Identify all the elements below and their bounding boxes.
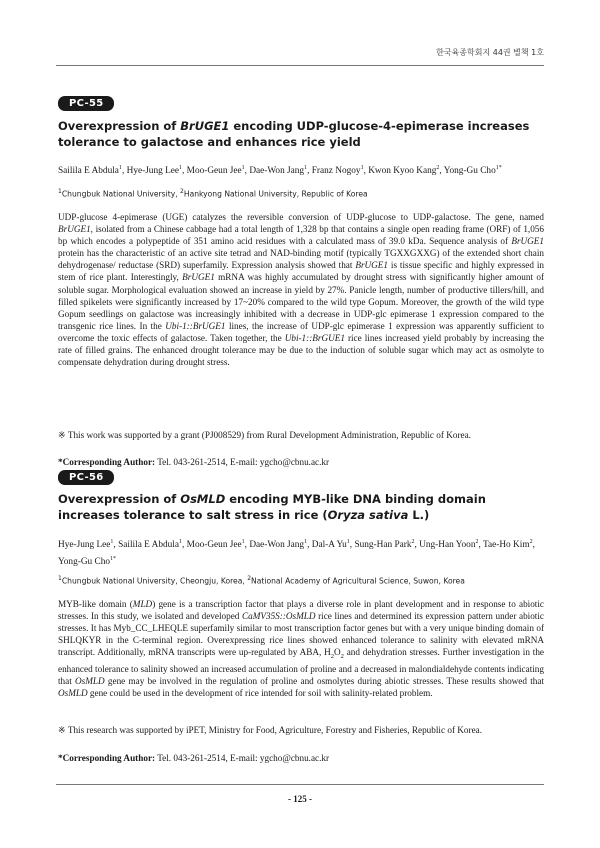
abstract-tag: PC-56 (58, 470, 114, 485)
abstract-tag: PC-55 (58, 96, 114, 111)
author-name: Dae-Won Jang (249, 166, 305, 177)
author-name: Yong-Gu Cho (58, 557, 111, 568)
author-affiliation-mark: 1 (346, 539, 350, 545)
author-name: Franz Nogoy (311, 166, 361, 177)
journal-header: 한국육종학회지 44권 별책 1호 (436, 48, 544, 57)
author-name: Sailila E Abdula (118, 540, 180, 551)
author-name: Hye-Jung Lee (126, 166, 180, 177)
title-species: Oryza sativa (327, 508, 409, 522)
author-list: Hye-Jung Lee$^1$, Sailila E Abdula$^1$, Moo-Geun Jee$^1$, Dae-Won Jang$^1$, Dal-A Yu$^1$, Sung-Han Park$^2$, Ung-Han Yoon$^2$, Tae-Ho Kim$^2$, Yong-Gu Cho$^{1*}$ (58, 539, 535, 568)
title-gene: OsMLD (180, 492, 226, 506)
affiliation-2: National Academy of Agricultural Science, Suwon, Korea (251, 576, 465, 586)
author-name: Ung-Han Yoon (419, 540, 476, 551)
author-name: Sung-Han Park (354, 540, 412, 551)
author-affiliation-mark: 1 (360, 165, 364, 171)
author-affiliation-mark: 1 (118, 165, 122, 171)
author-name: Hye-Jung Lee (58, 540, 111, 551)
corresponding-label: *Corresponding Author: (58, 457, 156, 467)
body-text: gene could be used in the development of rice intended for soil with salinity-related problem. (87, 688, 433, 699)
author-affiliation-mark: 2 (411, 539, 415, 545)
corresponding-label: *Corresponding Author: (58, 753, 156, 763)
author-name: Moo-Geun Jee (186, 540, 242, 551)
author-name: Moo-Geun Jee (186, 166, 242, 177)
body-text: gene may be involved in the regulation of proline and osmolytes during abiotic stresses. These results showed that (104, 676, 545, 687)
corresponding-contact: Tel. 043-261-2514, E-mail: ygcho@cbnu.ac.kr (155, 753, 330, 763)
author-list: Sailila E Abdula$^1$, Hye-Jung Lee$^1$, Moo-Geun Jee$^1$, Dae-Won Jang$^1$, Franz Nogoy$^1$, Kwon Kyoo Kang$^2$, Yong-Gu Cho$^{1*}$ (58, 165, 502, 177)
author-name: Yong-Gu Cho (443, 166, 496, 177)
abstract-title (58, 491, 544, 523)
author-affiliation-mark: 2 (436, 165, 440, 171)
gene-name: OsMLD (58, 688, 88, 699)
gene-name: BrUGE1 (58, 224, 91, 235)
gene-name: BrUGE1 (355, 260, 388, 271)
gene-name: MLD (132, 599, 153, 609)
gene-name: Ubi-1::BrUGE1 (165, 320, 226, 331)
affiliation-1: Chungbuk National University, Cheongju, Korea, (61, 576, 248, 586)
author-name: Tae-Ho Kim (482, 540, 530, 551)
author-affiliation-mark: 1 (241, 165, 245, 171)
body-text: O (334, 647, 341, 658)
title-text: encoding MYB-like DNA binding domain increases tolerance to salt stress in rice ( (58, 492, 486, 522)
body-text: and dehydration stresses. Further investigation in the enhanced tolerance to salinity showed an increased accumulation of proline and a decreased in malondialdehyde contents indicating that (58, 647, 544, 687)
author-affiliation-mark: 1 (241, 539, 245, 545)
page-number: - 125 - (288, 794, 312, 804)
body-text: UDP-glucose 4-epimerase (UGE) catalyzes the reversible conversion of UDP-glucose to UDP-galactose. The gene, named (58, 212, 544, 222)
title-text: L.) (408, 508, 430, 522)
author-affiliation-mark: 1* (495, 165, 502, 171)
funding-note: ※ This research was supported by iPET, Ministry for Food, Agriculture, Forestry and Fisheries, Republic of Korea. (58, 725, 483, 735)
body-text: MYB-like domain ( (58, 599, 133, 609)
gene-name: Ubi-1::BrGUE1 (284, 332, 345, 343)
body-text: lines, the increase of UDP-glc epimerase 1 expression was apparently sufficient to overcome the toxic effects of galactose. Taken together, the (58, 320, 544, 343)
author-affiliation-mark: 1 (304, 539, 308, 545)
gene-name: BrUGE1 (511, 236, 544, 247)
body-text: ) gene is a transcription factor that plays a diverse role in plant development and in response to abiotic stresses. In this study, we isolated and developed (58, 599, 544, 622)
abstract-body (58, 211, 544, 368)
author-affiliation-mark: 1 (179, 539, 183, 545)
abstract-body (58, 598, 544, 700)
affiliation: $^1$Chungbuk National University, $^2$Hankyong National University, Republic of Korea (58, 188, 368, 199)
title-text: Overexpression of (58, 119, 181, 133)
author-affiliation-mark: 2 (529, 539, 533, 545)
abstract-pc-55 (58, 93, 544, 111)
corresponding-author (58, 752, 544, 764)
body-text: rice lines increased yield probably by increasing the rate of filled grains. The enhanced drought tolerance may be due to the induction of soluble sugar which may act as osmolyte to compensate dehydration during drought stress. (58, 332, 544, 368)
body-text: mRNA was highly accumulated by drought stress with significantly higher amount of soluble sugar. Morphological evaluation showed an increase in yield by 27%. Panicle length, number of productive tillers/hill, and filled spikelets were significantly increased by 17~20% compared to the wild type Gopum. Moreover, the growth of the wild type Gopum seedlings on galactose was increasingly inhibited with a decrease in UDP-glc epimerase 1 expression compared to the transgenic rice lines. In the (58, 272, 545, 331)
body-text: rice lines and determined its expression pattern under abiotic stresses. It has Myb_CC_LHEQLE superfamily similar to most transcription factor genes but with a very unique binding domain of SHLQKYR in the C-terminal region. Overexpressing rice lines showed enhanced tolerance to salinity with elevated mRNA transcript. Additionally, mRNA transcripts were up-regulated by ABA, H (58, 611, 544, 658)
author-affiliation-mark: 1* (110, 556, 117, 563)
affiliation-1: Chungbuk National University, (61, 189, 181, 199)
author-name: Sailila E Abdula (58, 166, 119, 177)
gene-name: BrUGE1 (182, 272, 215, 283)
title-gene: BrUGE1 (180, 119, 230, 133)
footer-rule (56, 784, 544, 785)
header-rule (56, 65, 544, 66)
author-affiliation-mark: 2 (475, 539, 479, 545)
title-text: encoding UDP-glucose-4-epimerase increases tolerance to galactose and enhances rice yield (58, 119, 530, 149)
author-name: Kwon Kyoo Kang (368, 166, 437, 177)
affiliation-2: Hankyong National University, Republic of Korea (183, 189, 368, 199)
author-affiliation-mark: 1 (179, 165, 183, 171)
body-text: , isolated from a Chinese cabbage had a total length of 1,328 bp that contains a single open reading frame (ORF) of 1,056 bp which encodes a polypeptide of 351 amino acid residues with a calculated mass of 39.0 kDa. Sequence analysis of (58, 224, 544, 247)
body-text: is tissue specific and highly expressed in stem of rice plant. Interestingly, (58, 260, 544, 283)
affiliation: $^1$Chungbuk National University, Cheongju, Korea, $^2$National Academy of Agricultural Science, Suwon, Korea (58, 575, 465, 586)
funding-note: ※ This work was supported by a grant (PJ008529) from Rural Development Administration, Republic of Korea. (58, 430, 471, 440)
body-text: 2 (340, 653, 344, 661)
gene-name: OsMLD (75, 676, 105, 687)
title-text: Overexpression of (58, 492, 181, 506)
author-affiliation-mark: 1 (110, 539, 114, 545)
author-affiliation-mark: 1 (304, 165, 308, 171)
body-text: protein has the characteristic of an active site tetrad and NAD-binding motif (typically TGXXGXXG) of the extended short chain dehydrogenase/ reductase (SRD) superfamily. Expression analysis showed that (58, 248, 544, 271)
corresponding-contact: Tel. 043-261-2514, E-mail: ygcho@cbnu.ac.kr (155, 457, 330, 467)
abstract-title (58, 118, 544, 150)
author-name: Dal-A Yu (311, 540, 347, 551)
body-text: 2 (330, 653, 334, 661)
author-name: Dae-Won Jang (249, 540, 305, 551)
abstract-pc-56 (58, 467, 544, 485)
gene-name: CaMV35S::OsMLD (242, 611, 316, 622)
